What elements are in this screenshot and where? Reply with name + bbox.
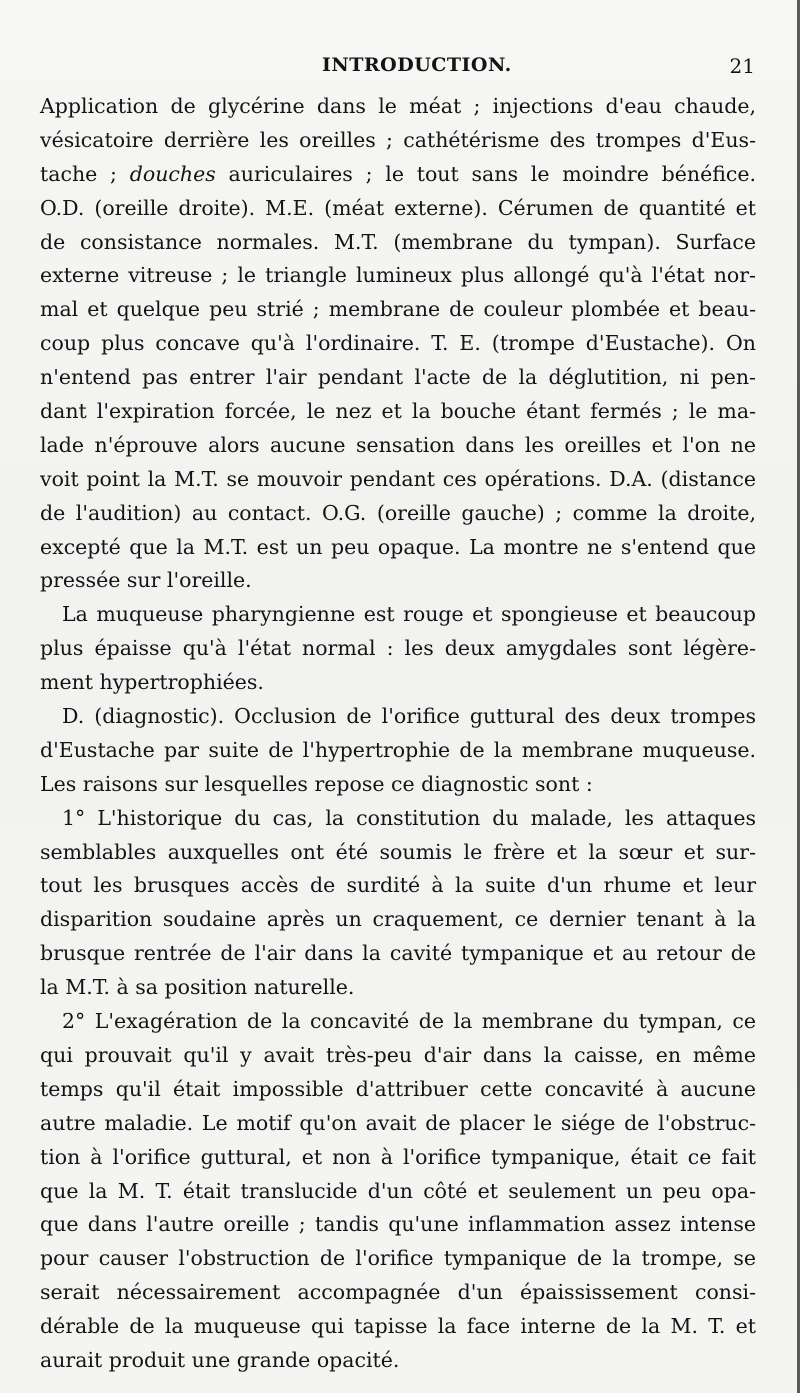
text-line: lade n'éprouve alors aucune sensation dans les oreilles et l'on ne xyxy=(40,432,756,457)
text-line: n'entend pas entrer l'air pendant l'acte de la déglutition, ni pen- xyxy=(40,365,756,390)
text-segment: auriculaires ; le tout sans le moindre bénéfice. xyxy=(215,161,757,186)
text-line: brusque rentrée de l'air dans la cavité tympanique et au retour de xyxy=(40,941,756,966)
text-line: tion à l'orifice guttural, et non à l'orifice tympanique, était ce fait xyxy=(40,1144,756,1169)
text-line: excepté que la M.T. est un peu opaque. La montre ne s'entend que xyxy=(40,534,756,559)
text-line: que la M. T. était translucide d'un côté et seulement un peu opa- xyxy=(40,1178,756,1203)
text-line: autre maladie. Le motif qu'on avait de placer le siége de l'obstruc- xyxy=(40,1110,756,1135)
text-line: 1° L'historique du cas, la constitution du malade, les attaques xyxy=(62,805,756,830)
text-line: d'Eustache par suite de l'hypertrophie de la membrane muqueuse. xyxy=(40,737,756,762)
text-line: voit point la M.T. se mouvoir pendant ces opérations. D.A. (distance xyxy=(40,466,756,491)
text-line: Les raisons sur lesquelles repose ce diagnostic sont : xyxy=(40,771,593,796)
text-line: qui prouvait qu'il y avait très-peu d'air dans la caisse, en même xyxy=(40,1042,756,1067)
text-line: D. (diagnostic). Occlusion de l'orifice guttural des deux trompes xyxy=(62,704,756,729)
page-header xyxy=(0,54,800,86)
text-line: plus épaisse qu'à l'état normal : les deux amygdales sont légère- xyxy=(40,636,756,661)
text-line xyxy=(40,158,756,192)
text-line: que dans l'autre oreille ; tandis qu'une inflammation assez intense xyxy=(40,1212,756,1237)
text-line: La muqueuse pharyngienne est rouge et spongieuse et beaucoup xyxy=(62,602,756,627)
text-segment: tache ; xyxy=(40,161,130,186)
text-line: serait nécessairement accompagnée d'un épaississement consi- xyxy=(40,1280,756,1305)
text-line: temps qu'il était impossible d'attribuer cette concavité à aucune xyxy=(40,1076,756,1101)
text-line: aurait produit une grande opacité. xyxy=(40,1347,400,1372)
text-line: ment hypertrophiées. xyxy=(40,670,264,695)
body-text xyxy=(40,90,756,1378)
text-line: Application de glycérine dans le méat ; injections d'eau chaude, xyxy=(40,94,756,118)
text-line: la M.T. à sa position naturelle. xyxy=(40,975,355,1000)
text-line: coup plus concave qu'à l'ordinaire. T. E. (trompe d'Eustache). On xyxy=(40,331,756,356)
text-line: pressée sur l'oreille. xyxy=(40,568,252,593)
text-line: externe vitreuse ; le triangle lumineux plus allongé qu'à l'état nor- xyxy=(40,263,756,288)
italic-term: douches xyxy=(129,161,216,186)
text-line: dérable de la muqueuse qui tapisse la face interne de la M. T. et xyxy=(40,1314,756,1339)
text-line: pour causer l'obstruction de l'orifice tympanique de la trompe, se xyxy=(40,1246,756,1271)
text-line: vésicatoire derrière les oreilles ; cathétérisme des trompes d'Eus- xyxy=(40,127,756,152)
text-line: de consistance normales. M.T. (membrane du tympan). Surface xyxy=(40,229,756,254)
text-line: 2° L'exagération de la concavité de la membrane du tympan, ce xyxy=(62,1009,756,1034)
text-line: tout les brusques accès de surdité à la suite d'un rhume et leur xyxy=(40,873,756,898)
running-head: INTRODUCTION. xyxy=(322,54,512,76)
text-line: mal et quelque peu strié ; membrane de couleur plombée et beau- xyxy=(40,297,756,322)
text-line: O.D. (oreille droite). M.E. (méat externe). Cérumen de quantité et xyxy=(40,195,756,220)
text-line: disparition soudaine après un craquement, ce dernier tenant à la xyxy=(40,907,756,932)
text-line: de l'audition) au contact. O.G. (oreille gauche) ; comme la droite, xyxy=(40,500,756,525)
text-line: dant l'expiration forcée, le nez et la bouche étant fermés ; le ma- xyxy=(40,399,756,424)
page-number: 21 xyxy=(729,54,755,78)
text-line: semblables auxquelles ont été soumis le frère et la sœur et sur- xyxy=(40,839,756,864)
